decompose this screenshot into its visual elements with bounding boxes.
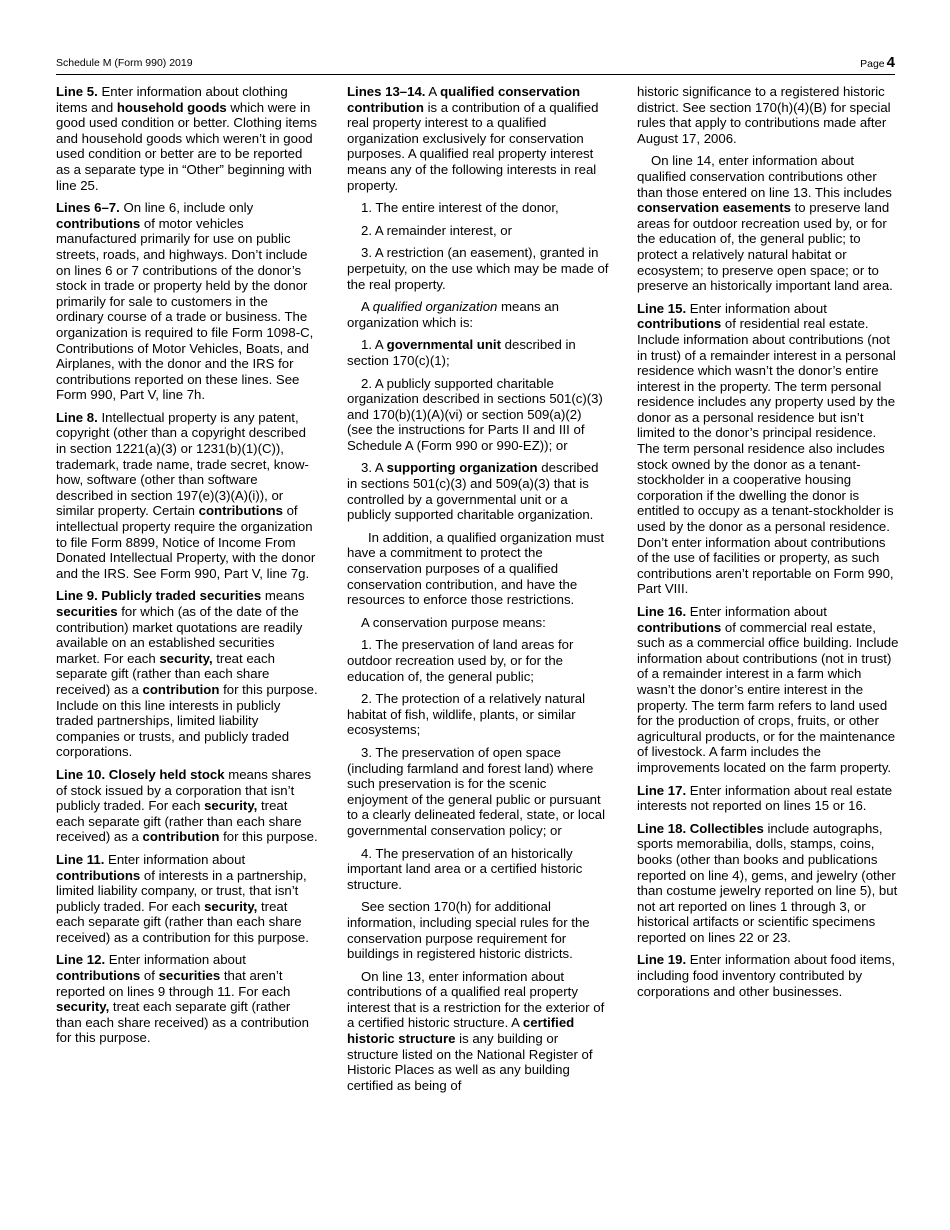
line-9-paragraph	[56, 588, 318, 760]
text-run: Enter information about food items, including food inventory contributed by corporations and other businesses.	[637, 952, 896, 999]
historic-continuation-paragraph: historic significance to a registered historic district. See section 170(h)(4)(B) for special rules that apply to contributions made after August 17, 2006.	[637, 84, 891, 146]
bold-term: conservation easements	[637, 200, 791, 216]
text-run: include autographs, sports memorabilia, dolls, stamps, coins, books (other than books and publications reported on line 4), gems, and jewelry (other than costume jewelry reported on line 5), but not art reported on lines 1 through 3, or historical artifacts or scientific specimens reported on lines 22 or 23.	[637, 820, 898, 945]
bold-term: security,	[204, 898, 258, 914]
line-10-paragraph	[56, 767, 318, 845]
text-run: Enter information about clothing items and	[56, 84, 288, 115]
bold-term: securities	[56, 604, 118, 619]
text-run: On line 14, enter information about qualified conservation contributions other than those entered on line 13. This includes	[637, 153, 892, 200]
real-property-item-2: 2. A remainder interest, or	[361, 222, 512, 238]
page-header	[56, 54, 895, 72]
lines-6-7-paragraph	[56, 200, 318, 403]
qualified-organization-item-1	[347, 337, 609, 368]
line-17-paragraph	[637, 783, 899, 814]
text-run: A	[361, 299, 373, 315]
qualified-organization-intro	[347, 299, 609, 330]
bold-term: security,	[56, 999, 110, 1015]
line-5-paragraph	[56, 84, 318, 193]
form-title: Schedule M (Form 990) 2019	[56, 57, 193, 69]
bold-term: contributions	[198, 503, 283, 519]
text-run: described in section 170(c)(1);	[347, 337, 576, 368]
line-10-heading: Line 10. Closely held stock	[56, 766, 225, 782]
line-15-heading: Line 15.	[637, 300, 687, 316]
text-run: 3. A	[361, 460, 387, 476]
text-run: A	[425, 84, 441, 99]
commitment-paragraph: In addition, a qualified organization must have a commitment to protect the conservation purposes of a qualified conservation contribution, and have the resources to enforce those restrictions.	[347, 529, 605, 608]
qualified-organization-item-3	[347, 460, 609, 522]
line-14-paragraph	[637, 153, 899, 293]
bold-term: contribution	[142, 829, 220, 845]
text-run: treat each separate gift (rather than each share received) as a contribution for this purpose.	[56, 999, 309, 1046]
line-19-paragraph	[637, 952, 899, 999]
text-run: On line 13, enter information about contributions of a qualified real property interest that is a restriction for the exterior of a certified historic structure. A	[347, 968, 605, 1031]
line-8-heading: Line 8.	[56, 409, 98, 425]
line-12-heading: Line 12.	[56, 952, 106, 968]
text-run: means an organization which is:	[347, 299, 559, 330]
line-11-paragraph	[56, 852, 318, 946]
text-run: Enter information about	[686, 604, 827, 619]
page-label: Page	[860, 58, 885, 70]
bold-term: security,	[159, 650, 213, 666]
section-170h-paragraph: See section 170(h) for additional information, including special rules for the conservation purpose requirement for buildings in registered historic districts.	[347, 899, 590, 962]
lines-6-7-heading: Lines 6–7.	[56, 200, 120, 216]
line-18-heading: Line 18. Collectibles	[637, 820, 764, 836]
conservation-purpose-item-3: 3. The preservation of open space (including farmland and forest land) where such preservation is for the scenic enjoyment of the general public or pursuant to a clearly delineated federal, state, or local governmental conservation policy; or	[347, 744, 606, 838]
text-run: means shares of stock issued by a corporation that isn’t publicly traded. For each	[56, 766, 312, 814]
text-run: of	[140, 968, 159, 984]
text-run: of commercial real estate, such as a commercial office building. Include information about contributions (not in trust) of a remainder interest in a farm which wasn’t the donor’s entire interest in the property. The term farm refers to land used for the production of crops, fruits, or other agricultural products, or for the maintenance of livestock. A farm includes the improvements located on the farm property.	[637, 619, 899, 775]
bold-term: contributions	[56, 968, 141, 984]
text-run: is a contribution of a qualified real property interest to a qualified organization exclusively for conservation purposes. A qualified real property interest means any of the following interests in real property.	[347, 99, 599, 193]
line-18-paragraph	[637, 821, 899, 946]
text-run: treat each separate gift (rather than each share received) as a contribution for this purpose.	[56, 898, 309, 945]
header-rule	[56, 74, 895, 75]
line-11-heading: Line 11.	[56, 851, 105, 867]
text-run: means	[261, 588, 305, 604]
line-13-paragraph	[347, 969, 609, 1094]
text-run: of residential real estate. Include information about contributions (not in trust) of a remainder interest in a personal residence which wasn’t the donor’s entire interest in the property. The term personal residence includes any property used by the donor as a personal residence but isn’t limited to the donor’s principal residence. The term personal residence also includes stock owned by the donor as a tenant-stockholder in a cooperative housing corporation if the dwelling the donor is entitled to occupy as a tenant-stockholder is used by the donor as a personal residence. Don’t enter information about contributions of the use of facilities or property, as such contributions aren’t reportable on Form 990, Part VIII.	[637, 316, 896, 597]
column-2	[347, 84, 609, 1100]
text-run: treat each separate gift (rather than each share received) as a	[56, 650, 275, 697]
bold-term: supporting organization	[386, 460, 538, 476]
bold-term: household goods	[116, 99, 227, 115]
text-run: Enter information about	[105, 952, 246, 968]
page-indicator	[860, 54, 895, 71]
conservation-purpose-intro: A conservation purpose means:	[361, 614, 546, 630]
bold-term: contributions	[56, 867, 141, 883]
bold-term: securities	[158, 968, 221, 984]
bold-term: governmental unit	[386, 337, 501, 353]
line-16-heading: Line 16.	[637, 604, 687, 619]
text-run: 1. A	[361, 337, 387, 353]
text-run: of interests in a partnership, limited liability company, or trust, that isn’t publicly traded. For each	[56, 867, 307, 914]
text-run: for this purpose. Include on this line interests in publicly traded partnerships, limited liability companies or trusts, and publicly traded corporations.	[56, 681, 318, 760]
text-run: which were in good used condition or better. Clothing items and household goods which weren’t in good used condition or better are to be reported as a separate type in “Other” beginning with line 25.	[56, 99, 317, 193]
line-15-paragraph	[637, 301, 899, 597]
text-run: for this purpose.	[219, 829, 318, 845]
text-run: Enter information about	[104, 851, 246, 867]
text-run: treat each separate gift (rather than each share received) as a	[56, 798, 302, 845]
line-19-heading: Line 19.	[637, 952, 687, 968]
lines-13-14-paragraph	[347, 84, 609, 193]
line-8-paragraph	[56, 410, 318, 582]
conservation-purpose-item-2: 2. The protection of a relatively natural habitat of fish, wildlife, plants, or similar ecosystems;	[347, 691, 586, 738]
bold-term: certified historic structure	[347, 1015, 575, 1047]
bold-term: contributions	[56, 215, 141, 231]
line-9-heading: Line 9. Publicly traded securities	[56, 588, 262, 604]
text-run: On line 6, include only	[119, 200, 254, 216]
text-run: Enter information about	[686, 300, 827, 316]
column-1	[56, 84, 318, 1053]
line-12-paragraph	[56, 952, 318, 1046]
line-5-heading: Line 5.	[56, 84, 98, 99]
line-16-paragraph	[637, 604, 899, 776]
bold-term: security,	[204, 798, 258, 814]
text-run: for which (as of the date of the contribution) market quotations are readily available on an established securities market. For each	[56, 604, 303, 666]
conservation-purpose-item-1: 1. The preservation of land areas for outdoor recreation used by, or for the education of, the general public;	[347, 637, 574, 684]
italic-term: qualified organization	[372, 299, 498, 315]
column-3	[637, 84, 899, 1006]
text-run: is any building or structure listed on the National Register of Historic Places as well as any building certified as being of	[347, 1031, 593, 1093]
text-run: of motor vehicles manufactured primarily for use on public streets, roads, and highways. Don’t include on lines 6 or 7 contributions of the donor’s stock in trade or property held by the donor primarily for sale to customers in the ordinary course of a trade or business. The organization is required to file Form 1098-C, Contributions of Motor Vehicles, Boats, and Airplanes, with the donor and the IRS for contributions reported on these lines. See Form 990, Part V, line 7h.	[56, 215, 314, 403]
text-run: Intellectual property is any patent, copyright (other than a copyright described in section 1221(a)(3) or 1231(b)(1)(C)), trademark, trade name, trade secret, know-how, software (other than software described in section 197(e)(3)(A)(i)), or similar property. Certain	[56, 409, 309, 519]
real-property-item-3: 3. A restriction (an easement), granted in perpetuity, on the use which may be made of the real property.	[347, 245, 609, 292]
qualified-organization-item-2: 2. A publicly supported charitable organization described in sections 501(c)(3) and 170(b)(1)(A)(vi) or section 509(a)(2) (see the instructions for Parts II and III of Schedule A (Form 990 or 990-EZ)); or	[347, 375, 603, 453]
lines-13-14-heading: Lines 13–14.	[347, 84, 426, 99]
bold-term: contributions	[637, 316, 722, 332]
text-run: to preserve land areas for outdoor recreation used by, or for the education of, the general public; to protect a relatively natural habitat or ecosystem; to preserve open space; or to preserve an historically important land area.	[637, 200, 893, 294]
text-run: of intellectual property require the organization to file Form 8899, Notice of Income From Donated Intellectual Property, with the donor and the IRS. See Form 990, Part V, line 7g.	[56, 503, 316, 581]
bold-term: qualified conservation contribution	[347, 84, 581, 115]
text-run: Enter information about real estate interests not reported on lines 15 or 16.	[637, 782, 893, 814]
conservation-purpose-item-4: 4. The preservation of an historically important land area or a certified historic structure.	[347, 845, 583, 892]
text-run: that aren’t reported on lines 9 through 11. For each	[56, 968, 291, 999]
bold-term: contributions	[637, 619, 722, 635]
line-17-heading: Line 17.	[637, 782, 687, 798]
text-run: described in sections 501(c)(3) and 509(a)(3) that is controlled by a governmental unit or a publicly supported charitable organization.	[347, 460, 599, 523]
page-number: 4	[886, 54, 895, 71]
real-property-item-1: 1. The entire interest of the donor,	[361, 200, 559, 216]
bold-term: contribution	[142, 681, 220, 697]
